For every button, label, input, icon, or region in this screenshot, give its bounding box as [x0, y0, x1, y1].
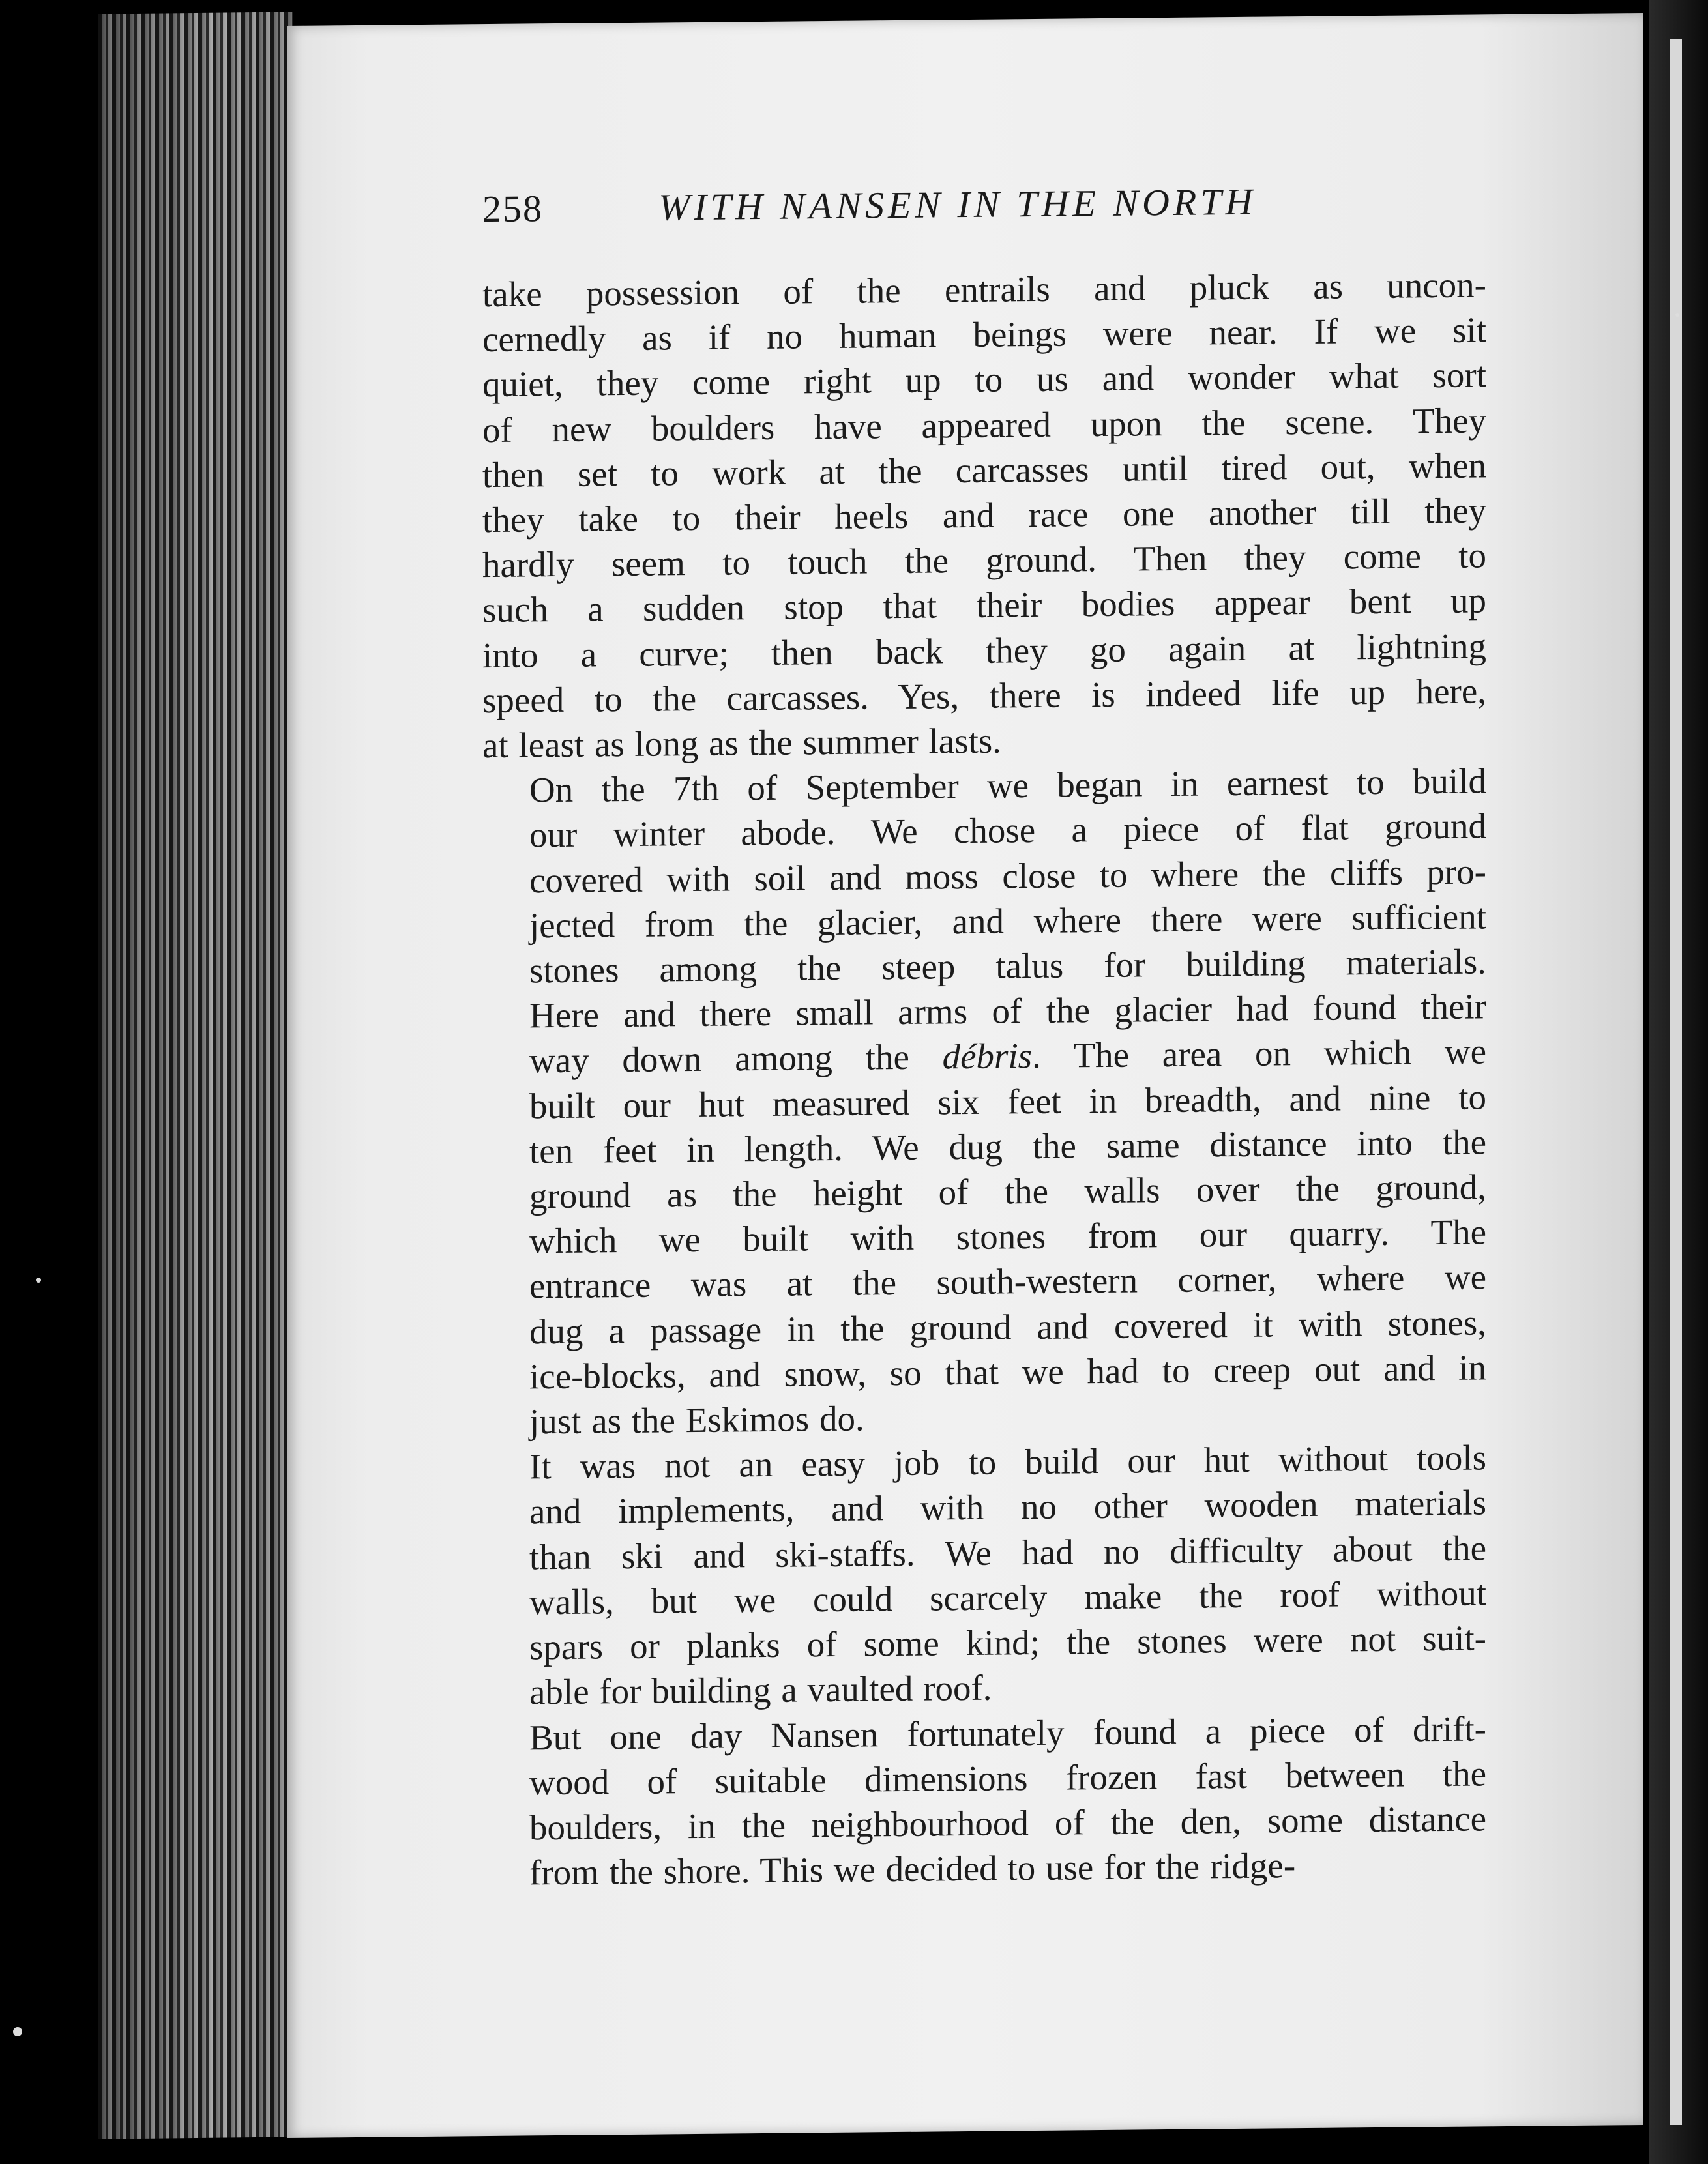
text-line: On the 7th of September we began in earnest to build: [529, 761, 1486, 810]
text-line: our winter abode. We chose a piece of flat ground: [529, 806, 1486, 855]
page-number: 258: [482, 187, 543, 231]
text-line: dug a passage in the ground and covered it with stones,: [529, 1302, 1486, 1352]
text-line: then set to work at the carcasses until tired out, when: [482, 445, 1486, 495]
text-line: and implements, and with no other wooden materials: [529, 1482, 1486, 1532]
paragraph: [482, 759, 1486, 1445]
scan-dust-speck: [1675, 313, 1679, 317]
text-line: ground as the height of the walls over the ground,: [529, 1167, 1486, 1216]
text-line: cernedly as if no human beings were near. If we sit: [482, 310, 1486, 360]
text-line: But one day Nansen fortunately found a piece of drift-: [529, 1708, 1486, 1757]
text-line: such a sudden stop that their bodies appear bent up: [482, 580, 1486, 630]
text-line: built our hut measured six feet in breadth, and nine to: [529, 1076, 1486, 1126]
text-line: jected from the glacier, and where there were sufficient: [529, 896, 1486, 946]
text-line: boulders, in the neighbourhood of the den, some distance: [529, 1798, 1486, 1848]
text-line: walls, but we could scarcely make the roof without: [529, 1573, 1486, 1622]
paragraph: [482, 262, 1486, 768]
text-line: from the shore. This we decided to use for the ridge-: [529, 1845, 1296, 1893]
text-line: covered with soil and moss close to where the cliffs pro-: [529, 851, 1486, 901]
running-title: WITH NANSEN IN THE NORTH: [658, 180, 1257, 229]
paragraph: [482, 1435, 1486, 1716]
page-header: [482, 176, 1623, 246]
text-line: they take to their heels and race one another till they: [482, 490, 1486, 540]
text-line: Here and there small arms of the glacier had found their: [529, 986, 1486, 1036]
scan-dust-speck: [36, 1278, 41, 1283]
text-line: It was not an easy job to build our hut without tools: [529, 1437, 1486, 1487]
text-line: way down among the débris. The area on which we: [529, 1031, 1486, 1081]
text-line: wood of suitable dimensions frozen fast between the: [529, 1753, 1486, 1803]
text-line: quiet, they come right up to us and wonder what sort: [482, 355, 1486, 405]
text-line: hardly seem to touch the ground. Then they come to: [482, 535, 1486, 585]
text-line: which we built with stones from our quarry. The: [529, 1212, 1486, 1261]
text-line: into a curve; then back they go again at lightning: [482, 625, 1486, 675]
text-line: able for building a vaulted roof.: [529, 1667, 992, 1712]
paragraph: [482, 1706, 1486, 1896]
book-page-edges: [98, 12, 293, 2139]
text-line: ten feet in length. We dug the same distance into the: [529, 1122, 1486, 1171]
text-line: at least as long as the summer lasts.: [482, 720, 1002, 766]
text-line: speed to the carcasses. Yes, there is indeed life up here,: [482, 671, 1486, 720]
text-line: of new boulders have appeared upon the scene. They: [482, 400, 1486, 450]
scan-dust-speck: [13, 2027, 22, 2036]
next-page-sliver: [1670, 39, 1682, 2125]
text-line: entrance was at the south-western corner, where we: [529, 1257, 1486, 1306]
text-line: spars or planks of some kind; the stones were not suit-: [529, 1618, 1486, 1667]
text-line: stones among the steep talus for building materials.: [529, 941, 1486, 991]
text-line: ice-blocks, and snow, so that we had to creep out and in: [529, 1347, 1486, 1397]
text-line: than ski and ski-staffs. We had no difficulty about the: [529, 1528, 1486, 1577]
body-text: [482, 262, 1486, 1895]
text-line: just as the Eskimos do.: [529, 1398, 864, 1442]
book-page: [287, 13, 1643, 2138]
text-line: take possession of the entrails and pluck as uncon-: [482, 265, 1486, 315]
